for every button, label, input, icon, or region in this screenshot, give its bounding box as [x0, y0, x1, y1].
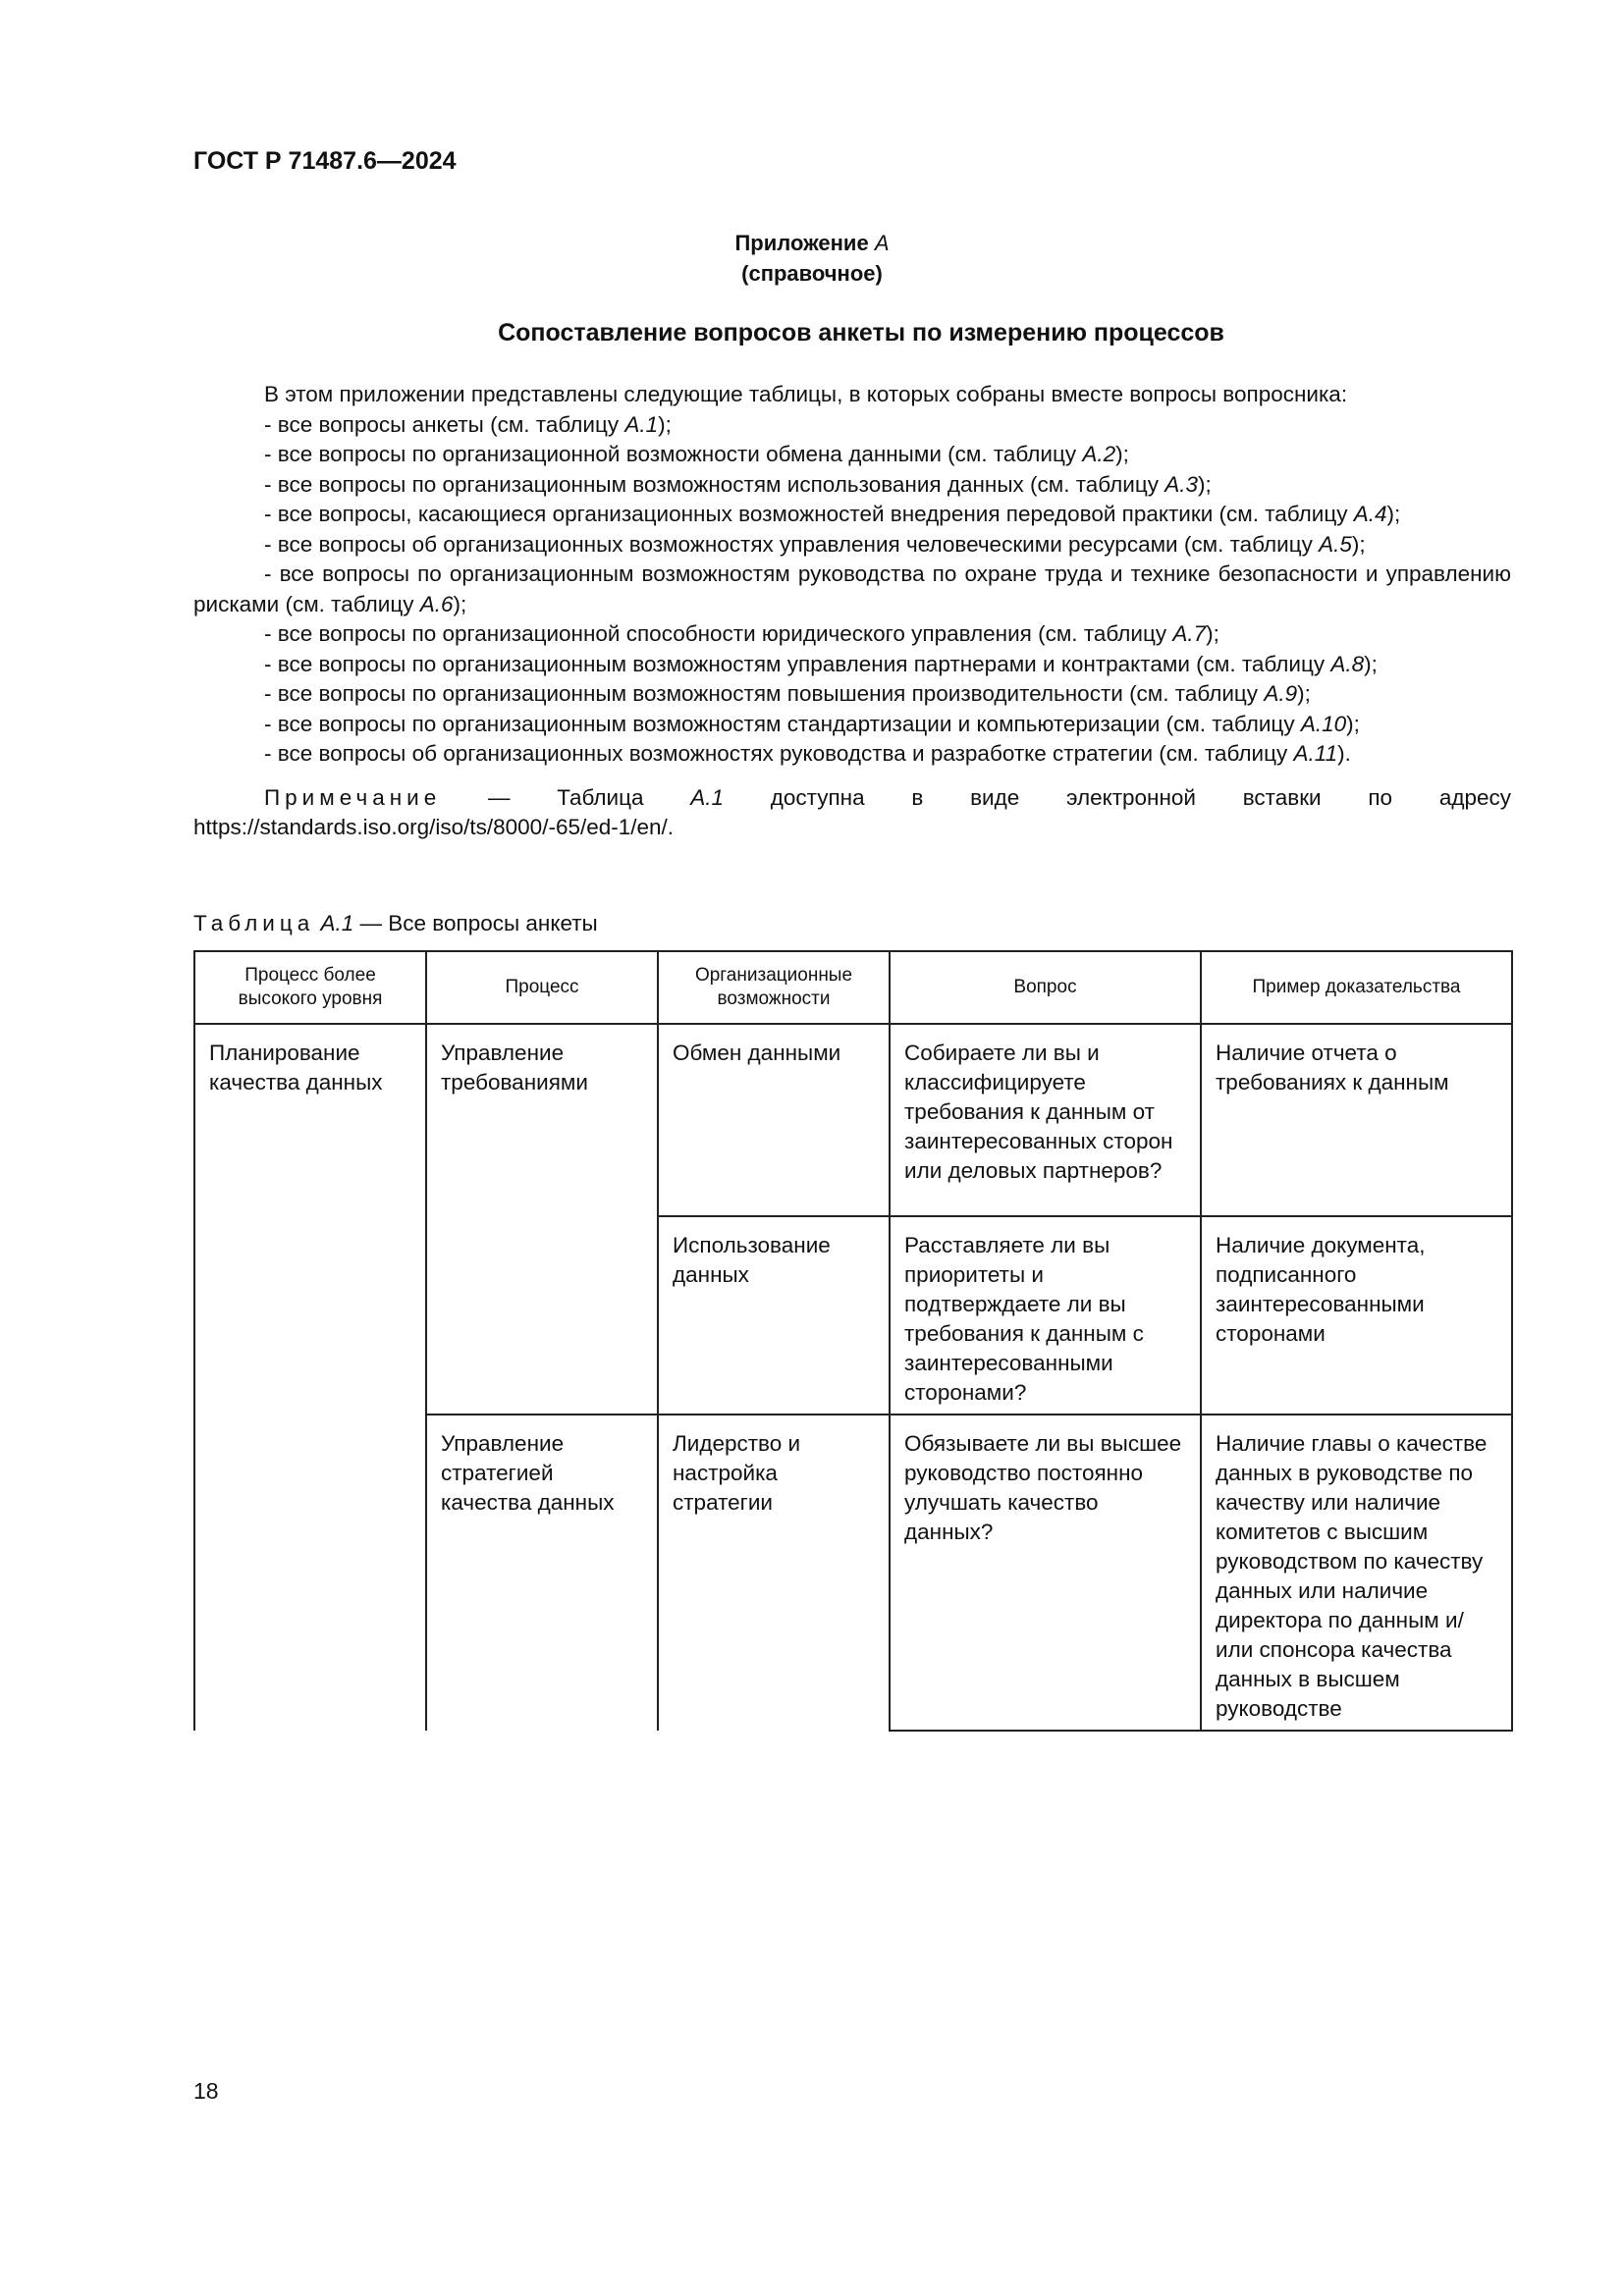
- appendix-kind: (справочное): [741, 261, 883, 286]
- list-item: - все вопросы, касающиеся организационных возможностей внедрения передовой практики (см. таблицу А.4);: [264, 502, 1401, 526]
- evidence-cell: Наличие отчета о требованиях к данным: [1201, 1024, 1512, 1216]
- evidence-cell: Наличие главы о качестве данных в руководстве по качеству или наличие комитетов с высшим руководством по качеству данных или наличие директора по данным и/или спонсора качества данных в высшем руководстве: [1201, 1415, 1512, 1731]
- column-header-capabilities: Организационные возможности: [658, 951, 890, 1024]
- list-item: - все вопросы по организационным возможностям использования данных (см. таблицу А.3);: [264, 471, 1212, 497]
- evidence-cell: Наличие документа, подписанного заинтересованными сторонами: [1201, 1216, 1512, 1415]
- list-item: - все вопросы об организационных возможностях управления человеческими ресурсами (см. таблицу А.5);: [264, 531, 1366, 557]
- table-caption: [193, 911, 598, 936]
- table-header-row: [194, 951, 1512, 1024]
- list-item: - все вопросы по организационным возможностям повышения производительности (см. таблицу А.9);: [264, 681, 1311, 706]
- list-item: - все вопросы об организационных возможностях руководства и разработке стратегии (см. таблицу А.11).: [264, 741, 1351, 766]
- list-item: - все вопросы по организационным возможностям руководства по охране труда и технике безопасности и управлению рисками (см. таблицу А.6);: [193, 561, 1511, 616]
- list-item: - все вопросы по организационным возможностям управления партнерами и контрактами (см. таблицу А.8);: [264, 651, 1378, 676]
- appendix-title: [0, 228, 1624, 258]
- list-item: - все вопросы по организационным возможностям стандартизации и компьютеризации (см. таблицу А.10);: [264, 711, 1360, 736]
- process-cell: Управление стратегией качества данных: [426, 1415, 658, 1731]
- question-cell: Обязываете ли вы высшее руководство постоянно улучшать качество данных?: [890, 1415, 1201, 1731]
- table-caption-ref: А.1: [320, 911, 354, 935]
- capability-cell: Обмен данными: [658, 1024, 890, 1216]
- note-paragraph: Примечание — Таблица А.1 доступна в виде электронной вставки по адресу https://standards.iso.org/iso/ts/8000/-65/ed-1/en/.: [193, 784, 1511, 839]
- questions-table: [193, 950, 1513, 1732]
- appendix-title-word: Приложение: [734, 231, 869, 255]
- appendix-letter: А: [874, 231, 890, 255]
- higher-process-cell: Планирование качества данных: [194, 1024, 426, 1731]
- list-item: - все вопросы анкеты (см. таблицу А.1);: [264, 411, 672, 437]
- table-caption-label: Таблица: [193, 911, 315, 935]
- capability-cell: Лидерство и настройка стратегии: [658, 1415, 890, 1731]
- question-cell: Собираете ли вы и классифицируете требования к данным от заинтересованных сторон или деловых партнеров?: [890, 1024, 1201, 1216]
- list-item: - все вопросы по организационной способности юридического управления (см. таблицу А.7);: [264, 621, 1219, 646]
- question-cell: Расставляете ли вы приоритеты и подтверждаете ли вы требования к данным с заинтересованными сторонами?: [890, 1216, 1201, 1415]
- column-header-evidence: Пример доказательства: [1201, 951, 1512, 1024]
- column-header-process: Процесс: [426, 951, 658, 1024]
- capability-cell: Использование данных: [658, 1216, 890, 1415]
- column-header-question: Вопрос: [890, 951, 1201, 1024]
- body-text: [193, 380, 1511, 843]
- table-row: [194, 1024, 1512, 1216]
- column-header-higher-process: Процесс более высокого уровня: [194, 951, 426, 1024]
- intro-paragraph: В этом приложении представлены следующие таблицы, в которых собраны вместе вопросы вопросника:: [264, 382, 1348, 406]
- note-label: Примечание: [264, 784, 442, 810]
- page-number: 18: [193, 2078, 219, 2104]
- process-cell: Управление требованиями: [426, 1024, 658, 1415]
- bullet-list: [193, 410, 1511, 770]
- section-title: Сопоставление вопросов анкеты по измерению процессов: [498, 319, 1224, 347]
- document-code: ГОСТ Р 71487.6—2024: [193, 147, 457, 175]
- list-item: - все вопросы по организационной возможности обмена данными (см. таблицу А.2);: [264, 442, 1129, 466]
- table-caption-title: — Все вопросы анкеты: [353, 911, 598, 935]
